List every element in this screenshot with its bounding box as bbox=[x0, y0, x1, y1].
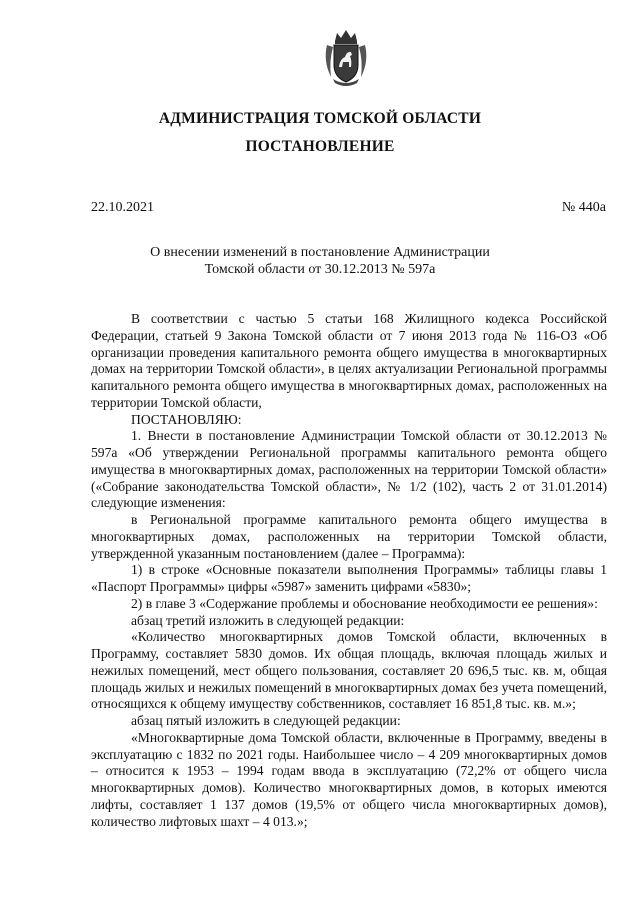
paragraph-3-intro: абзац третий изложить в следующей редакции: bbox=[131, 612, 405, 628]
subitem-1-paragraph: 1) в строке «Основные показатели выполнения Программы» таблицы главы 1 «Паспорт Программы» цифры «5987» заменить цифрами «5830»; bbox=[91, 562, 607, 594]
decree-word: ПОСТАНОВЛЯЮ: bbox=[131, 411, 242, 427]
paragraph-5-intro: абзац пятый изложить в следующей редакции: bbox=[131, 713, 401, 728]
document-number: № 440а bbox=[561, 200, 606, 215]
preamble-paragraph: В соответствии с частью 5 статьи 168 Жилищного кодекса Российской Федерации, статьей 9 Закона Томской области от 7 июня 2013 года № 116-ОЗ «Об организации проведения капитального ремонта общего имущества в многоквартирных домах на территории Томской области», в целях актуализации Региональной программы капитального ремонта общего имущества в многоквартирных домах, расположенных на территории Томской области, bbox=[91, 311, 607, 410]
subject-line-1: О внесении изменений в постановление Администрации bbox=[150, 245, 490, 260]
document-date: 22.10.2021 bbox=[91, 200, 154, 215]
subject-line-2: Томской области от 30.12.2013 № 597а bbox=[204, 262, 436, 277]
document-body bbox=[91, 311, 607, 830]
paragraph-3-text: «Количество многоквартирных домов Томской области, включенных в Программу, составляет 5830 домов. Их общая площадь, включая площадь жилых и нежилых помещений, мест общего пользования, составляет 20 696,5 тыс. кв. м, общая площадь жилых и нежилых помещений в многоквартирных домах без учета помещений, относящихся к общему имуществу собственников, составляет 16 851,8 тыс. кв. м.»; bbox=[91, 629, 607, 712]
tomsk-region-coat-of-arms-icon bbox=[321, 27, 371, 87]
organization-title: АДМИНИСТРАЦИЯ ТОМСКОЙ ОБЛАСТИ bbox=[158, 110, 482, 127]
paragraph-5-text: «Многоквартирные дома Томской области, включенные в Программу, введены в эксплуатацию с 1832 по 2021 годы. Наибольшее число – 4 209 многоквартирных домов – относится к 1953 – 1994 годам ввода в эксплуатацию (72,2% от общего числа многоквартирных домов). Количество многоквартирных домов, в которых имеются лифты, составляет 1 137 домов (19,5% от общего числа многоквартирных домов), количество лифтовых шахт – 4 013.»; bbox=[91, 729, 607, 829]
subitem-2-paragraph: 2) в главе 3 «Содержание проблемы и обоснование необходимости ее решения»: bbox=[131, 595, 598, 611]
document-type: ПОСТАНОВЛЕНИЕ bbox=[245, 138, 395, 155]
regional-program-paragraph: в Региональной программе капитального ремонта общего имущества в многоквартирных домах, расположенных на территории Томской области, утвержденной указанным постановлением (далее – Программа): bbox=[91, 512, 607, 561]
document-subject bbox=[0, 244, 640, 278]
item-1-paragraph: 1. Внести в постановление Администрации Томской области от 30.12.2013 № 597а «Об утверждении Региональной программы капитального ремонта общего имущества в многоквартирных домах, расположенных на территории Томской области» («Собрание законодательства Томской области», № 1/2 (102), часть 2 от 31.01.2014) следующие изменения: bbox=[91, 428, 607, 511]
